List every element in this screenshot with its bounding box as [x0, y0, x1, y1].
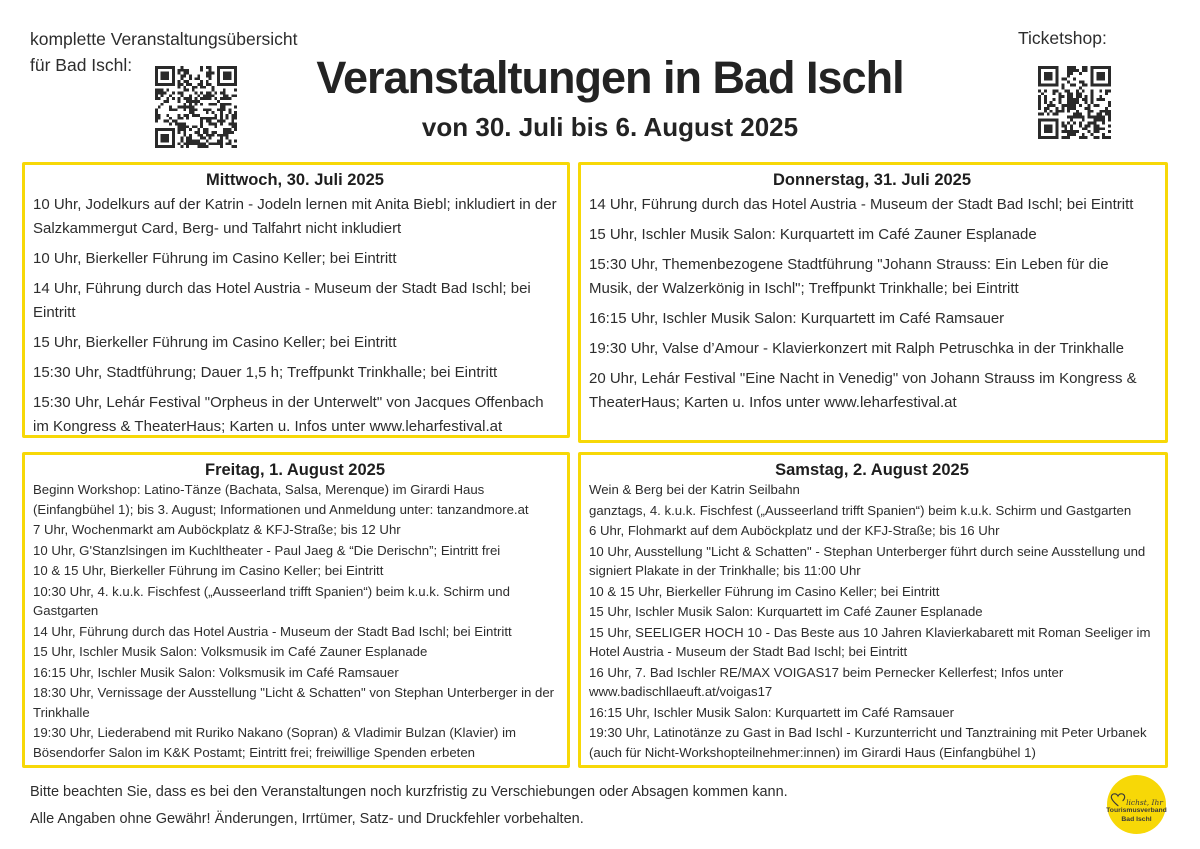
event-item: 15 Uhr, Ischler Musik Salon: Kurquartett im Café Zauner Esplanade: [589, 604, 983, 619]
day-box-saturday: [578, 452, 1168, 768]
event-list: [589, 480, 1155, 768]
day-box-wednesday: [22, 162, 570, 438]
event-item: [589, 763, 1155, 768]
event-item: 20 Uhr, Lehár Festival "Eine Nacht in Venedig" von Johann Strauss im Kongress & TheaterHaus; Karten u. Infos unter www.leharfestival.at: [589, 370, 1137, 411]
event-item: 15 Uhr, Bierkeller Führung im Casino Keller; bei Eintritt: [33, 334, 397, 351]
event-item: 15 Uhr, Ischler Musik Salon: Volksmusik im Café Zauner Esplanade: [33, 644, 428, 659]
event-item: 10 & 15 Uhr, Bierkeller Führung im Casino Keller; bei Eintritt: [589, 583, 940, 599]
event-item: 19:30 Uhr, Latinotänze zu Gast in Bad Ischl - Kurzunterricht und Tanztraining mit Peter Urbanek (auch für Nicht-Workshopteilnehmer:innen) im Girardi Haus (Einfangbühel 1): [589, 725, 1147, 760]
footer-disclaimer-2: Alle Angaben ohne Gewähr! Änderungen, Irrtümer, Satz- und Druckfehler vorbehalten.: [30, 811, 584, 827]
event-item: 15:30 Uhr, Lehár Festival "Orpheus in der Unterwelt" von Jacques Offenbach im Kongress & TheaterHaus; Karten u. Infos unter www.leharfestival.at: [33, 394, 544, 435]
event-item: 10 Uhr, Jodelkurs auf der Katrin - Jodeln lernen mit Anita Biebl; inkludiert in der Salzkammergut Card, Berg- und Talfahrt nicht inkludiert: [33, 196, 557, 237]
overview-label-line1: komplette Veranstaltungsübersicht: [30, 29, 298, 49]
event-item: 19:30 Uhr, Valse d’Amour - Klavierkonzert mit Ralph Petruschka in der Trinkhalle: [589, 340, 1124, 357]
event-item: Wein & Berg bei der Katrin Seilbahn: [589, 482, 800, 497]
event-item: ganztags, 4. k.u.k. Fischfest („Ausseerland trifft Spanien“) beim k.u.k. Schirm und Gastgarten: [589, 502, 1132, 518]
page-subtitle: von 30. Juli bis 6. August 2025: [421, 112, 799, 142]
qr-code-overview-icon: [155, 66, 237, 148]
day-title: Mittwoch, 30. Juli 2025: [206, 171, 384, 189]
event-item: 14 Uhr, Führung durch das Hotel Austria - Museum der Stadt Bad Ischl; bei Eintritt: [589, 196, 1134, 213]
event-item: 10:30 Uhr, 4. k.u.k. Fischfest („Ausseerland trifft Spanien“) beim k.u.k. Schirm und Gastgarten: [33, 583, 510, 618]
event-item: 15:30 Uhr, Stadtführung; Dauer 1,5 h; Treffpunkt Trinkhalle; bei Eintritt: [33, 364, 498, 381]
event-item: 7 Uhr, Wochenmarkt am Auböckplatz & KFJ-Straße; bis 12 Uhr: [33, 522, 401, 537]
event-item: 14 Uhr, Führung durch das Hotel Austria - Museum der Stadt Bad Ischl; bei Eintritt: [33, 623, 512, 639]
day-title: Freitag, 1. August 2025: [204, 461, 386, 479]
footer-disclaimer-1: Bitte beachten Sie, dass es bei den Veranstaltungen noch kurzfristig zu Verschiebungen oder Absagen kommen kann.: [30, 784, 788, 800]
event-item: Beginn Workshop: Latino-Tänze (Bachata, Salsa, Merenque) im Girardi Haus (Einfangbühel 1); bis 3. August; Informationen und Anmeldung unter: tanzandmore.at: [33, 482, 529, 517]
day-title: Donnerstag, 31. Juli 2025: [772, 171, 972, 189]
page-title: Veranstaltungen in Bad Ischl: [316, 52, 904, 103]
day-title: Samstag, 2. August 2025: [775, 461, 969, 479]
event-item: 10 Uhr, G'Stanzlsingen im Kuchltheater - Paul Jaeg & “Die Derischn”; Eintritt frei: [33, 542, 501, 558]
event-item: 16 Uhr, 7. Bad Ischler RE/MAX VOIGAS17 beim Pernecker Kellerfest; Infos unter www.badischllaeuft.at/voigas17: [589, 664, 1064, 699]
event-list: [33, 193, 557, 438]
title-block: [230, 52, 990, 143]
day-box-friday: [22, 452, 570, 768]
event-item: 14 Uhr, Führung durch das Hotel Austria - Museum der Stadt Bad Ischl; bei Eintritt: [33, 280, 531, 321]
event-item: 6 Uhr, Flohmarkt auf dem Auböckplatz und der KFJ-Straße; bis 16 Uhr: [589, 523, 1000, 538]
event-item: 16:15 Uhr, Ischler Musik Salon: Kurquartett im Café Ramsauer: [589, 310, 1005, 327]
event-item: 15:30 Uhr, Themenbezogene Stadtführung "Johann Strauss: Ein Leben für die Musik, der Walzerkönig in Ischl"; Treffpunkt Trinkhalle; bei Eintritt: [589, 256, 1109, 297]
event-list: [589, 193, 1155, 415]
event-item: 16:15 Uhr, Ischler Musik Salon: Kurquartett im Café Ramsauer: [589, 704, 955, 720]
event-item: 10 Uhr, Ausstellung "Licht & Schatten" - Stephan Unterberger führt durch seine Ausstellung und signiert Plakate in der Trinkhalle; bis 11:00 Uhr: [589, 543, 1146, 578]
event-item: 15 Uhr, Ischler Musik Salon: Kurquartett im Café Zauner Esplanade: [589, 226, 1037, 243]
qr-code-ticketshop-icon: [1038, 66, 1111, 139]
event-item: 15 Uhr, SEELIGER HOCH 10 - Das Beste aus 10 Jahren Klavierkabarett mit Roman Seeliger im Hotel Austria - Museum der Stadt Bad Ischl; bei Eintritt: [589, 624, 1151, 659]
day-box-thursday: [578, 162, 1168, 443]
event-item: 18:30 Uhr, Vernissage der Ausstellung "Licht & Schatten" von Stephan Unterberger in der Trinkhalle: [33, 685, 555, 720]
event-item: [33, 763, 557, 768]
overview-label-line2: für Bad Ischl:: [30, 55, 133, 75]
heart-icon: [1110, 787, 1163, 807]
event-list: [33, 480, 557, 768]
event-item: 16:15 Uhr, Ischler Musik Salon: Volksmusik im Café Ramsauer: [33, 664, 399, 680]
event-item: 10 & 15 Uhr, Bierkeller Führung im Casino Keller; bei Eintritt: [33, 563, 384, 578]
ticketshop-label: Ticketshop:: [1018, 28, 1107, 48]
event-item: 19:30 Uhr, Liederabend mit Ruriko Nakano (Sopran) & Vladimir Bulzan (Klavier) im Bösendorfer Salon im K&K Postamt; Eintritt frei; freiwillige Spenden erbeten: [33, 725, 517, 760]
tourism-association-logo: [1107, 775, 1166, 834]
event-item: 10 Uhr, Bierkeller Führung im Casino Keller; bei Eintritt: [33, 250, 397, 267]
logo-org-name: Tourismusverband: [1106, 807, 1167, 814]
logo-org-city: Bad Ischl: [1121, 815, 1152, 823]
logo-script-text: lichst, Ihr: [1126, 798, 1163, 807]
